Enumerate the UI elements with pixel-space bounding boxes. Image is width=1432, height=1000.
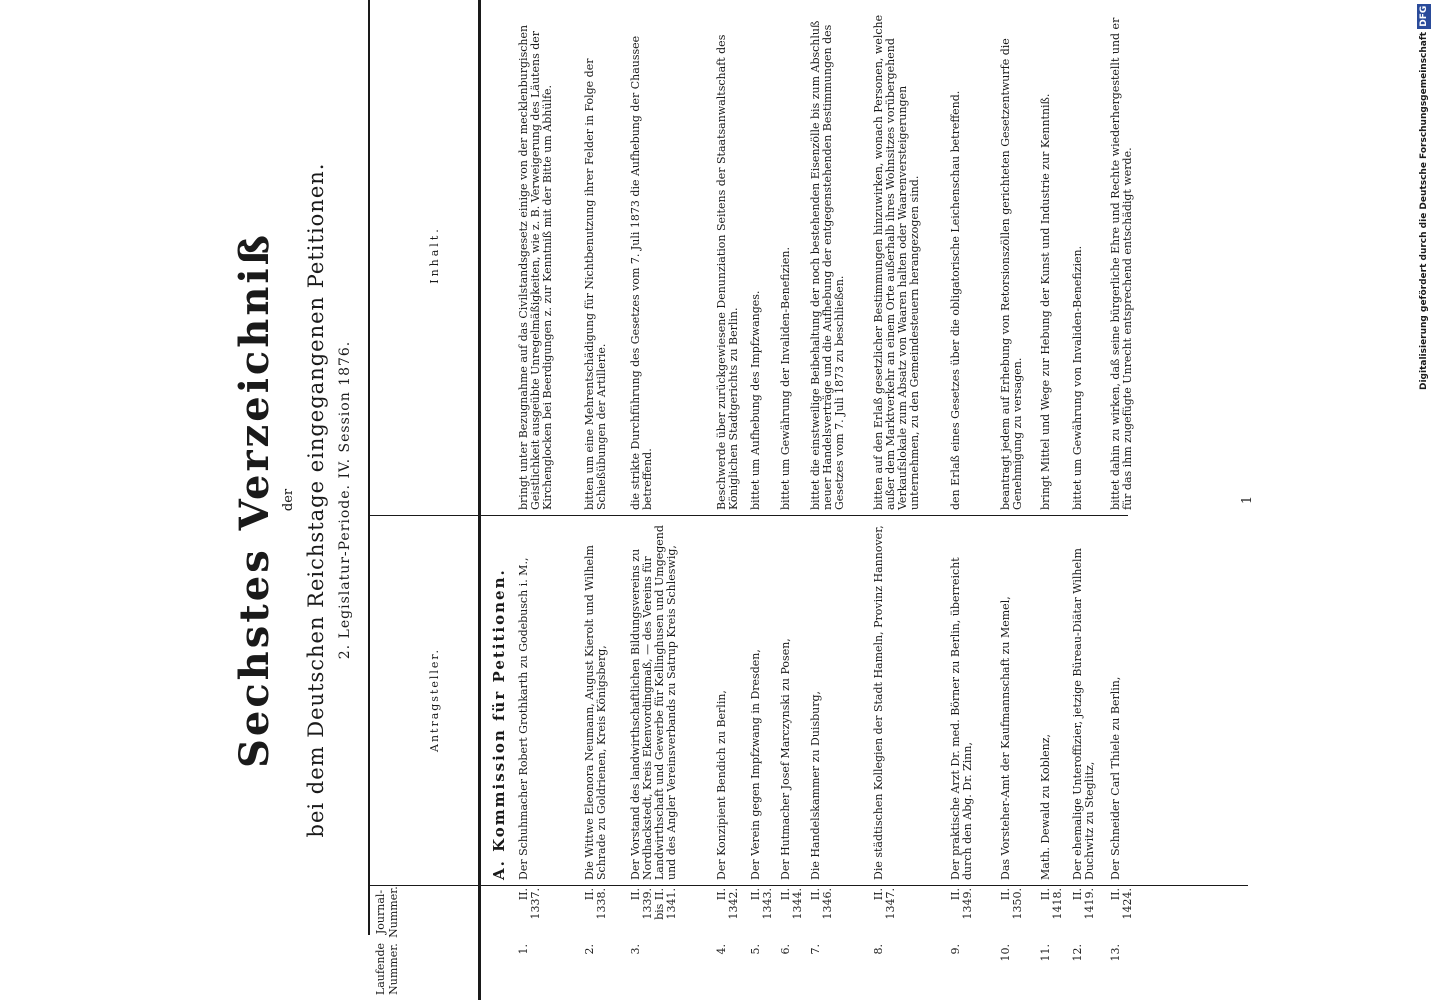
cell-inhalt: bittet die einstweilige Beibehaltung der noch bestehenden Eisenzölle bis zum Abschluß neuer Handelsverträge und die Aufhebung der entgegenstehenden Bestimmungen des Gesetzes vom 7. Juli 1873 zu beschließen.	[809, 20, 846, 510]
cell-antragsteller: Der Schneider Carl Thiele zu Berlin,	[1109, 676, 1122, 880]
column-divider	[368, 515, 1128, 516]
cell-lfd: 5.	[749, 944, 762, 955]
cell-inhalt: Beschwerde über zurückgewiesene Denunziation Seitens der Staatsanwaltschaft des Königlichen Stadtgerichts zu Berlin.	[715, 34, 740, 510]
cell-inhalt: bittet um Aufhebung des Impfzwanges.	[749, 290, 762, 510]
cell-lfd: 1.	[517, 944, 530, 955]
header-inhalt: Inhalt.	[428, 226, 441, 284]
cell-lfd: 9.	[949, 944, 962, 955]
digitization-text: Digitalisierung gefördert durch die Deutsche Forschungsgemeinschaft	[1419, 31, 1429, 390]
cell-antragsteller: Math. Dewald zu Koblenz,	[1039, 733, 1052, 880]
title-connector: der	[281, 488, 296, 512]
cell-lfd: 10.	[999, 944, 1012, 962]
cell-journal: II. 1349.	[949, 888, 974, 920]
cell-journal: II. 1339. bis II. 1341.	[629, 888, 678, 920]
cell-inhalt: bitten um eine Mehrentschädigung für Nichtbenutzung ihrer Felder in Folge der Schießübungen der Artillerie.	[583, 58, 608, 510]
header-antragsteller: Antragsteller.	[428, 648, 441, 752]
cell-antragsteller: Der praktische Arzt Dr. med. Börner zu Berlin, überreicht durch den Abg. Dr. Zinn,	[949, 557, 974, 880]
cell-inhalt: bittet um Gewährung der Invaliden-Benefizien.	[779, 247, 792, 510]
cell-inhalt: bringt Mittel und Wege zur Hebung der Kunst und Industrie zur Kenntniß.	[1039, 93, 1052, 510]
section-title: A. Kommission für Petitionen.	[490, 568, 508, 880]
cell-antragsteller: Die Handelskammer zu Duisburg,	[809, 690, 822, 880]
page-number: 1	[1240, 495, 1255, 505]
cell-lfd: 3.	[629, 944, 642, 955]
cell-journal: II. 1419.	[1071, 888, 1096, 920]
cell-antragsteller: Der Vorstand des landwirthschaftlichen Bildungsvereins zu Nordhackstedt, Kreis Ekenvordingmaß, — des Vereins für Landwirthschaft und Gewerbe für Kellinghusen und Umgegend und des Angler Vereinsverbands zu Satrup Kreis Schleswig,	[629, 525, 678, 880]
cell-antragsteller: Der Schuhmacher Robert Grothkarth zu Godebusch i. M.,	[517, 557, 530, 880]
cell-inhalt: beantragt jedem auf Erhebung von Retorsionszöllen gerichteten Gesetzentwurfe die Genehmigung zu versagen.	[999, 38, 1024, 510]
cell-lfd: 6.	[779, 944, 792, 955]
document-subtitle: bei dem Deutschen Reichstage eingegangenen Petitionen.	[304, 162, 328, 838]
session-line: 2. Legislatur-Periode. IV. Session 1876.	[337, 340, 353, 660]
header-rule	[478, 0, 481, 1000]
cell-antragsteller: Das Vorsteher-Amt der Kaufmannschaft zu Memel,	[999, 596, 1012, 880]
cell-inhalt: den Erlaß eines Gesetzes über die obligatorische Leichenschau betreffend.	[949, 90, 962, 510]
dfg-logo-badge: DFG	[1419, 5, 1429, 27]
cell-inhalt: bringt unter Bezugnahme auf das Civilstandsgesetz einige von der mecklenburgischen Geistlichkeit ausgeübte Unregelmäßigkeiten, wie z. B. Verweigerung des Läutens der Kirchenglocken bei Beerdigungen z. zur Kenntniß mit der Bitte um Abhülfe.	[517, 24, 554, 510]
cell-antragsteller: Der Verein gegen Impfzwang in Dresden,	[749, 649, 762, 880]
cell-journal: II. 1343.	[749, 888, 774, 920]
petition-register-page	[230, 0, 1270, 1000]
cell-lfd: 12.	[1071, 944, 1084, 962]
cell-inhalt: bitten auf den Erlaß gesetzlicher Bestimmungen hinzuwirken, wonach Personen, welche außer dem Marktverkehr an einem Orte außerhalb ihres Wohnsitzes vorübergehend Verkaufslokale zum Absatz von Waaren halten oder Waarenversteigerungen unternehmen, zu den Gemeindesteuern herangezogen sind.	[872, 14, 921, 510]
cell-antragsteller: Der Hutmacher Josef Marczynski zu Posen,	[779, 638, 792, 880]
cell-journal: II. 1342.	[715, 888, 740, 920]
cell-lfd: 4.	[715, 944, 728, 955]
cell-lfd: 7.	[809, 944, 822, 955]
table-top-rule	[368, 0, 370, 935]
petition-table	[368, 0, 1248, 1000]
cell-journal: II. 1418.	[1039, 888, 1064, 920]
cell-antragsteller: Die städtischen Kollegien der Stadt Hameln, Provinz Hannover,	[872, 525, 885, 880]
cell-lfd: 8.	[872, 944, 885, 955]
cell-antragsteller: Der ehemalige Unteroffizier, jetzige Büreau-Diätar Wilhelm Duchwitz zu Steglitz,	[1071, 548, 1096, 880]
digitization-credit-strip	[1414, 0, 1432, 1000]
cell-journal: II. 1346.	[809, 888, 834, 920]
cell-inhalt: bittet dahin zu wirken, daß seine bürgerliche Ehre und Rechte wiederhergestellt und er für das ihm zugefügte Unrecht entsprechend entschädigt werde.	[1109, 17, 1134, 510]
cell-antragsteller: Der Konzipient Bendich zu Berlin,	[715, 690, 728, 880]
header-journal-nummer: Journal-Nummer.	[374, 886, 400, 938]
document-title: Sechstes Verzeichniß	[231, 232, 278, 769]
cell-inhalt: die strikte Durchführung des Gesetzes vom 7. Juli 1873 die Aufhebung der Chaussee betreffend.	[629, 35, 654, 510]
cell-inhalt: bittet um Gewährung von Invaliden-Benefizien.	[1071, 245, 1084, 510]
cell-journal: II. 1344.	[779, 888, 804, 920]
cell-lfd: 2.	[583, 944, 596, 955]
header-laufende-nummer: Laufende Nummer.	[374, 942, 400, 996]
column-divider	[368, 885, 1248, 886]
cell-journal: II. 1424.	[1109, 888, 1134, 920]
cell-journal: II. 1338.	[583, 888, 608, 920]
cell-journal: II. 1350.	[999, 888, 1024, 920]
cell-lfd: 13.	[1109, 944, 1122, 962]
cell-antragsteller: Die Wittwe Eleonora Neumann, August Kierolt und Wilhelm Schrade zu Goldrienen, Kreis Königsberg,	[583, 545, 608, 880]
cell-journal: II. 1337.	[517, 888, 542, 920]
cell-journal: II. 1347.	[872, 888, 897, 920]
digitization-credit	[1417, 0, 1431, 390]
cell-lfd: 11.	[1039, 944, 1052, 962]
